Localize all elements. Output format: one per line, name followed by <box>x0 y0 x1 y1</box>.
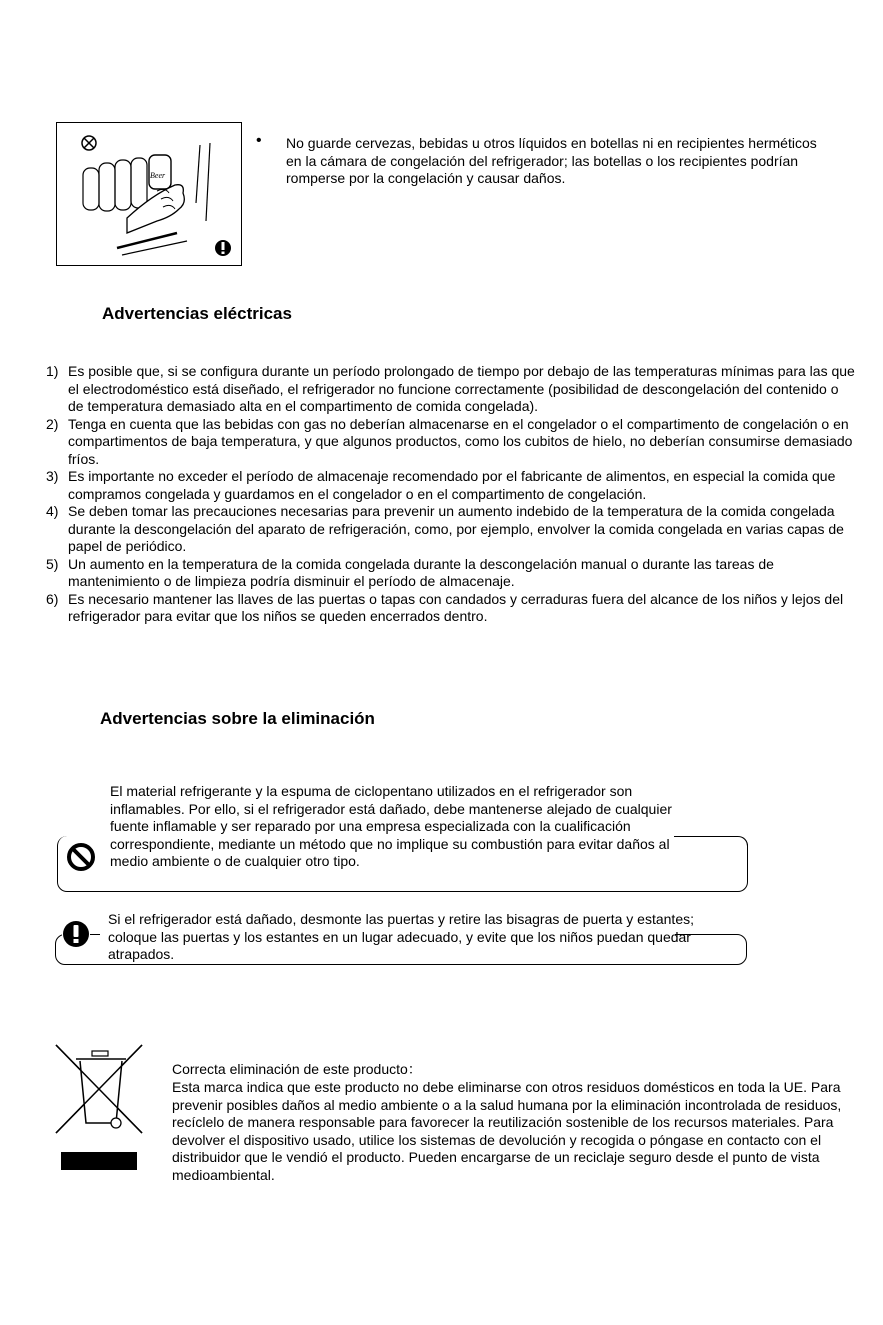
hand-holding-bottles-icon <box>57 123 243 267</box>
disposal-warnings-heading: Advertencias sobre la eliminación <box>100 709 375 728</box>
door-warning-text: Si el refrigerador está dañado, desmonte las puertas y retire las bisagras de puerta y estantes; coloque las puertas y los estantes en un lugar adecuado, y evite que los niños puedan quedar atrapados. <box>108 911 694 962</box>
exclamation-icon <box>215 240 231 256</box>
bullet: • <box>256 132 262 149</box>
list-item: 4) Se deben tomar las precauciones necesarias para prevenir un aumento indebido de la temperatura de la comida congelada durante la descongelación del aparato de refrigeración, como, por ejemplo, envolver la comida congelada en varias capas de papel de periódico. <box>46 503 844 554</box>
bottle-warning-text: No guarde cervezas, bebidas u otros líquidos en botellas ni en recipientes herméticos en la cámara de congelación del refrigerador; las botellas o los recipientes podrían romperse por la congelación y causar daños. <box>286 135 817 186</box>
list-item: 5) Un aumento en la temperatura de la comida congelada durante la descongelación manual o durante las tareas de mantenimiento o de limpieza podría disminuir el período de almacenaje. <box>46 555 774 589</box>
exclamation-icon <box>62 919 90 954</box>
list-item: 1) Es posible que, si se configura durante un período prolongado de tiempo por debajo de las temperaturas mínimas para las que el electrodoméstico está diseñado, el refrigerador no funcione correctamente (posibilidad de descongelación del contenido o de temperatura demasiado alta en el compartimento de comida congelada). <box>46 363 855 414</box>
beer-bottles-figure <box>56 122 242 266</box>
flammable-warning-text: El material refrigerante y la espuma de ciclopentano utilizados en el refrigerador son inflamables. Por ello, si el refrigerador está dañado, debe mantenerse alejado de cualquier fuente inflamable y ser reparado por una empresa especializada con la cualificación correspondiente, mediante un método que no implique su combustión para evitar daños al medio ambiente o de cualquier otro tipo. <box>110 783 672 869</box>
weee-bar <box>61 1152 137 1170</box>
beer-label: Beer <box>150 171 166 180</box>
list-item: 6) Es necesario mantener las llaves de las puertas o tapas con candados y cerraduras fuera del alcance de los niños y lejos del refrigerador para evitar que los niños se queden encerrados dentro. <box>46 590 844 624</box>
prohibited-icon <box>66 842 96 877</box>
electric-warnings-heading: Advertencias eléctricas <box>102 304 292 323</box>
weee-title: Correcta eliminación de este producto： <box>172 1061 422 1077</box>
electric-warnings-list <box>46 363 856 626</box>
weee-text: Esta marca indica que este producto no debe eliminarse con otros residuos domésticos en toda la UE. Para prevenir posibles daños al medio ambiente o a la salud humana por la eliminación incontrolada de residuos, recíclelo de manera responsable para favorecer la reutilización sostenible de los recursos materiales. Para devolver el dispositivo usado, utilice los sistemas de devolución y recogida o póngase en contacto con el distribuidor que le vendió el producto. Pueden encargarse de un reciclaje seguro desde el punto de vista medioambiental. <box>172 1079 842 1183</box>
list-item: 2) Tenga en cuenta que las bebidas con gas no deberían almacenarse en el congelador o el compartimento de congelación o en compartimentos de baja temperatura, y que algunos productos, como los cubitos de hielo, no deberían consumirse demasiado fríos. <box>46 415 853 467</box>
list-item: 3) Es importante no exceder el período de almacenaje recomendado por el fabricante de alimentos, en especial la comida que compramos congelada y guardamos en el congelador o en el compartimento de congelación. <box>46 468 836 502</box>
crossed-bin-icon <box>54 1043 146 1144</box>
prohibited-icon <box>82 136 96 150</box>
